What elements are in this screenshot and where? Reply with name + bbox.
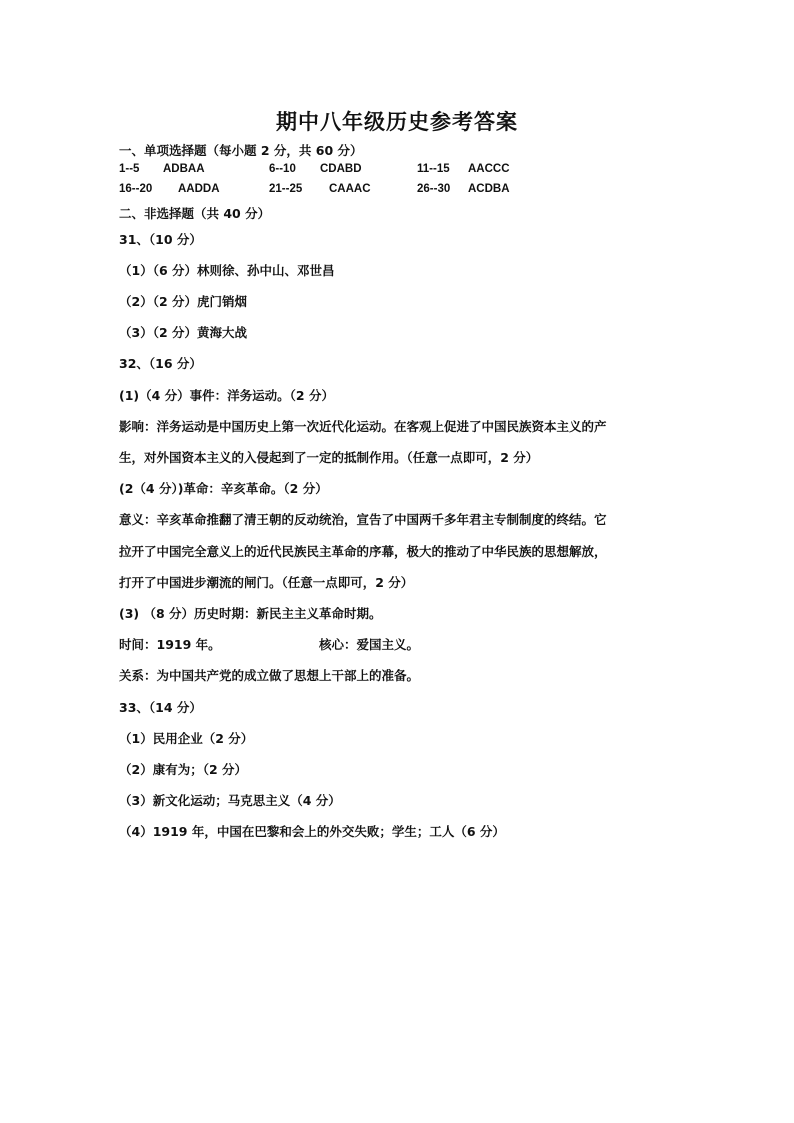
question-32-part-1-effect: 影响：洋务运动是中国历史上第一次近代化运动。在客观上促进了中国民族资本主义的产: [119, 419, 607, 434]
question-32-part-2-meaning: 打开了中国进步潮流的闸门。（任意一点即可，2 分）: [119, 575, 414, 590]
answer-value: ACDBA: [468, 183, 510, 195]
question-33-header: 33、（14 分）: [119, 700, 202, 715]
answer-value: CDABD: [320, 163, 362, 175]
question-31-answer-3: （3）（2 分）黄海大战: [119, 325, 247, 340]
question-32-part-3-core: 核心：爱国主义。: [319, 637, 420, 652]
question-32-header: 32、（16 分）: [119, 356, 202, 371]
answer-value: AADDA: [178, 183, 220, 195]
question-33-answer-2: （2）康有为；（2 分）: [119, 762, 247, 777]
answer-range: 11--15: [417, 163, 450, 175]
section-1-heading: 一、单项选择题（每小题 2 分，共 60 分）: [119, 143, 363, 158]
question-32-part-3-time: 时间：1919 年。: [119, 637, 221, 652]
question-33-answer-4: （4）1919 年，中国在巴黎和会上的外交失败；学生；工人（6 分）: [119, 824, 505, 839]
answer-value: ADBAA: [163, 163, 205, 175]
question-32-part-2-meaning: 拉开了中国完全意义上的近代民族民主革命的序幕，极大的推动了中华民族的思想解放，: [119, 544, 607, 559]
page-title: 期中八年级历史参考答案: [276, 110, 518, 134]
question-32-part-2: (2（4 分）)革命：辛亥革命。（2 分）: [119, 481, 328, 496]
question-32-part-3: (3) （8 分）历史时期：新民主主义革命时期。: [119, 606, 382, 621]
question-32-part-3-relation: 关系：为中国共产党的成立做了思想上干部上的准备。: [119, 668, 420, 683]
section-2-heading: 二、非选择题（共 40 分）: [119, 206, 271, 221]
answer-range: 26--30: [417, 183, 451, 195]
question-31-answer-2: （2）（2 分）虎门销烟: [119, 294, 247, 309]
answer-range: 1--5: [119, 163, 140, 175]
question-32-part-1: (1)（4 分）事件：洋务运动。（2 分）: [119, 388, 334, 403]
question-31-header: 31、（10 分）: [119, 232, 202, 247]
question-31-answer-1: （1）（6 分）林则徐、孙中山、邓世昌: [119, 263, 335, 278]
answer-range: 21--25: [269, 183, 303, 195]
question-33-answer-3: （3）新文化运动；马克思主义（4 分）: [119, 793, 341, 808]
answer-range: 16--20: [119, 183, 153, 195]
question-33-answer-1: （1）民用企业（2 分）: [119, 731, 254, 746]
question-32-part-1-effect: 生，对外国资本主义的入侵起到了一定的抵制作用。（任意一点即可，2 分）: [119, 450, 539, 465]
answer-value: CAAAC: [329, 183, 371, 195]
answer-range: 6--10: [269, 163, 296, 175]
question-32-part-2-meaning: 意义：辛亥革命推翻了清王朝的反动统治，宣告了中国两千多年君主专制制度的终结。它: [119, 512, 607, 527]
answer-value: AACCC: [468, 163, 510, 175]
